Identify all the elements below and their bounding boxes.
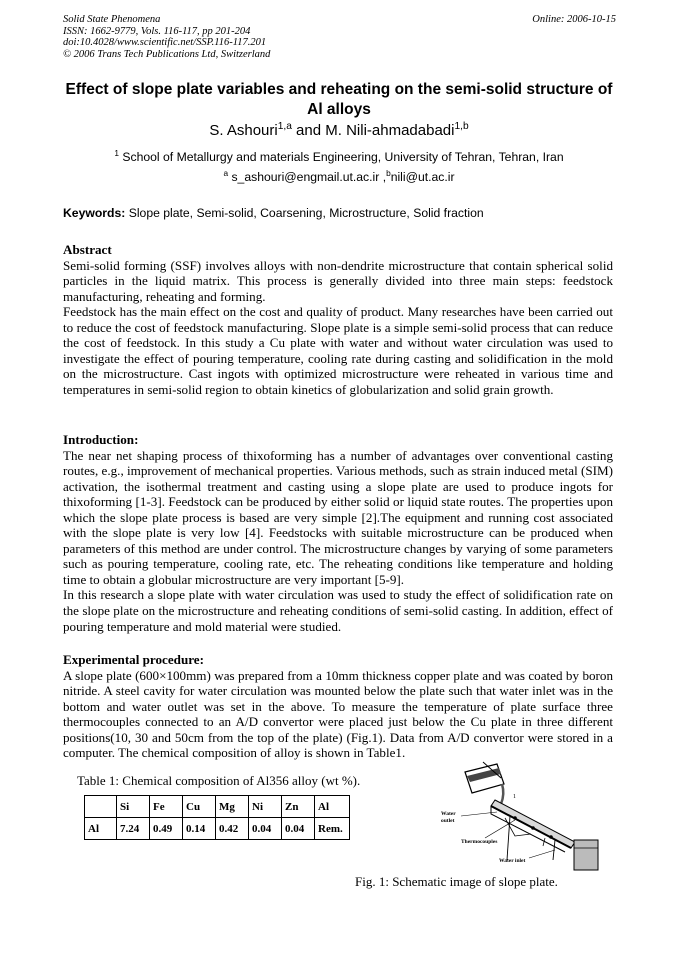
slope-plate-figure — [425, 760, 600, 872]
email-superscript: a — [223, 167, 229, 178]
table-header-cell: Al — [315, 796, 350, 818]
keywords-label: Keywords: — [63, 206, 126, 220]
table-caption: Table 1: Chemical composition of Al356 alloy (wt %). — [77, 773, 361, 788]
email-b: nili@ut.ac.ir — [390, 170, 455, 184]
ladle-icon — [465, 762, 504, 793]
figure-label-number: 1 — [513, 794, 516, 800]
author-conjunction: and — [291, 122, 326, 139]
journal-copyright: © 2006 Trans Tech Publications Ltd, Switzerland — [63, 48, 271, 60]
thermocouple-point — [513, 816, 517, 820]
journal-name: Solid State Phenomena — [63, 14, 161, 25]
table-header-cell: Mg — [216, 796, 249, 818]
figure-label-water-inlet: Water inlet — [499, 858, 526, 864]
table-cell: 7.24 — [117, 818, 150, 840]
affiliation — [60, 147, 618, 165]
experimental-section — [63, 652, 613, 761]
keywords — [63, 206, 484, 221]
table-header-row — [85, 796, 350, 818]
affiliation-superscript: 1 — [114, 147, 119, 158]
thermocouple-point — [531, 826, 535, 830]
email-line — [60, 167, 618, 185]
paragraph: A slope plate (600×100mm) was prepared from a 10mm thickness copper plate and was coated by boron nitride. A steel cavity for water circulation was mounted below the plate such that water inlet was in the bottom and water outlet was set in the above. To measure the temperature of plate surface three thermocouples connected to an A/D convertor were placed just below the Cu plate in three different positions(10, 30 and 50cm from the top of the plate) (Fig.1). Data from A/D convertor were stored in a computer. The chemical composition of alloy is shown in Table1. — [63, 667, 613, 761]
table-cell: 0.42 — [216, 818, 249, 840]
leader-line — [529, 850, 555, 858]
author-list — [60, 122, 618, 140]
paragraph: Semi-solid forming (SSF) involves alloys with non-dendrite microstructure that contain spherical solid particles in the liquid matrix. This process is generally divided into three main steps: feedstock manufacturing, reheating and forming. — [63, 257, 613, 304]
online-date: Online: 2006-10-15 — [532, 14, 616, 25]
slope-plate — [491, 800, 575, 852]
table-cell: 0.04 — [282, 818, 315, 840]
mold — [574, 840, 598, 870]
author-superscript: 1,a — [277, 121, 292, 132]
composition-table — [84, 795, 350, 840]
table-header-cell: Ni — [249, 796, 282, 818]
figure-label-water-outlet: Water — [441, 811, 456, 817]
table-row — [85, 818, 350, 840]
paragraph: Feedstock has the main effect on the cost and quality of product. Many researches have been carried out to reduce the cost of feedstock manufacturing. Slope plate is a simple semi-solid process that can reduce the cost of feedstock. In this study a Cu plate with water and without water circulation was used to investigate the effect of pouring temperature, cooling rate during casting and solidification in the mold on the microstructure. Cast ingots with optimized microstructure were reheated in various time and temperatures in semi-solid region to obtain kinetics of globularization and solid grain growth. — [63, 304, 613, 397]
table-cell: Al — [85, 818, 117, 840]
table-header-cell: Zn — [282, 796, 315, 818]
section-heading: Abstract — [63, 242, 112, 257]
section-heading: Introduction: — [63, 432, 139, 447]
paragraph: The near net shaping process of thixoforming has a number of advantages over conventional casting routes, e.g., improvement of mechanical properties. Various methods, such as strain induced metal (SIM) activation, the isothermal treatment and casting using a slope plate are used to produce ingots for thixoforming [1-3]. Feedstock can be produced by either solid or liquid state routes. The properties upon which the slope plate process is based are very simple [2].The equipment and running cost associated with the slope plate is very low [4]. Feedstocks with suitable microstructure can be produced when parameters of this method are under control. The microstructure changes by varying of some parameters such as pouring temperature, cooling rate, etc. The reheating conditions like temperature and holding time to obtain a globular microstructure are very important [5-9]. — [63, 447, 613, 587]
table-header-cell: Si — [117, 796, 150, 818]
section-heading: Experimental procedure: — [63, 652, 204, 667]
paper-title: Effect of slope plate variables and reheating on the semi-solid structure of Al alloys — [65, 81, 613, 118]
introduction-section — [63, 432, 613, 634]
table-cell: 0.04 — [249, 818, 282, 840]
table-header-cell: Cu — [183, 796, 216, 818]
email-superscript: b — [386, 167, 391, 178]
author-name: S. Ashouri — [209, 122, 278, 139]
author-superscript: 1,b — [454, 121, 469, 132]
table-cell: Rem. — [315, 818, 350, 840]
affiliation-text: School of Metallurgy and materials Engineering, University of Tehran, Tehran, Iran — [118, 150, 564, 164]
table-cell: 0.14 — [183, 818, 216, 840]
figure-caption: Fig. 1: Schematic image of slope plate. — [355, 874, 558, 889]
paragraph: In this research a slope plate with water circulation was used to study the effect of solidification rate on the slope plate on the microstructure and reheating conditions of semi-solid casting. In addition, effect of pouring temperature and mold material were studied. — [63, 587, 613, 634]
figure-label-water-outlet: outlet — [441, 818, 455, 824]
table-header-cell: Fe — [150, 796, 183, 818]
molten-stream — [501, 784, 503, 804]
table-cell: 0.49 — [150, 818, 183, 840]
keywords-text: Slope plate, Semi-solid, Coarsening, Microstructure, Solid fraction — [125, 206, 484, 220]
table-header-cell — [85, 796, 117, 818]
journal-doi: doi:10.4028/www.scientific.net/SSP.116-117.201 — [63, 37, 267, 48]
journal-header — [63, 14, 270, 60]
abstract-section — [63, 242, 613, 397]
thermocouple-point — [549, 835, 553, 839]
email-a: s_ashouri@engmail.ut.ac.ir , — [228, 170, 387, 184]
journal-issn: ISSN: 1662-9779, Vols. 116-117, pp 201-204 — [63, 25, 251, 37]
figure-label-thermocouples: Thermocouples — [461, 839, 498, 845]
author-name: M. Nili-ahmadabadi — [325, 122, 455, 139]
leader-line — [485, 820, 515, 838]
